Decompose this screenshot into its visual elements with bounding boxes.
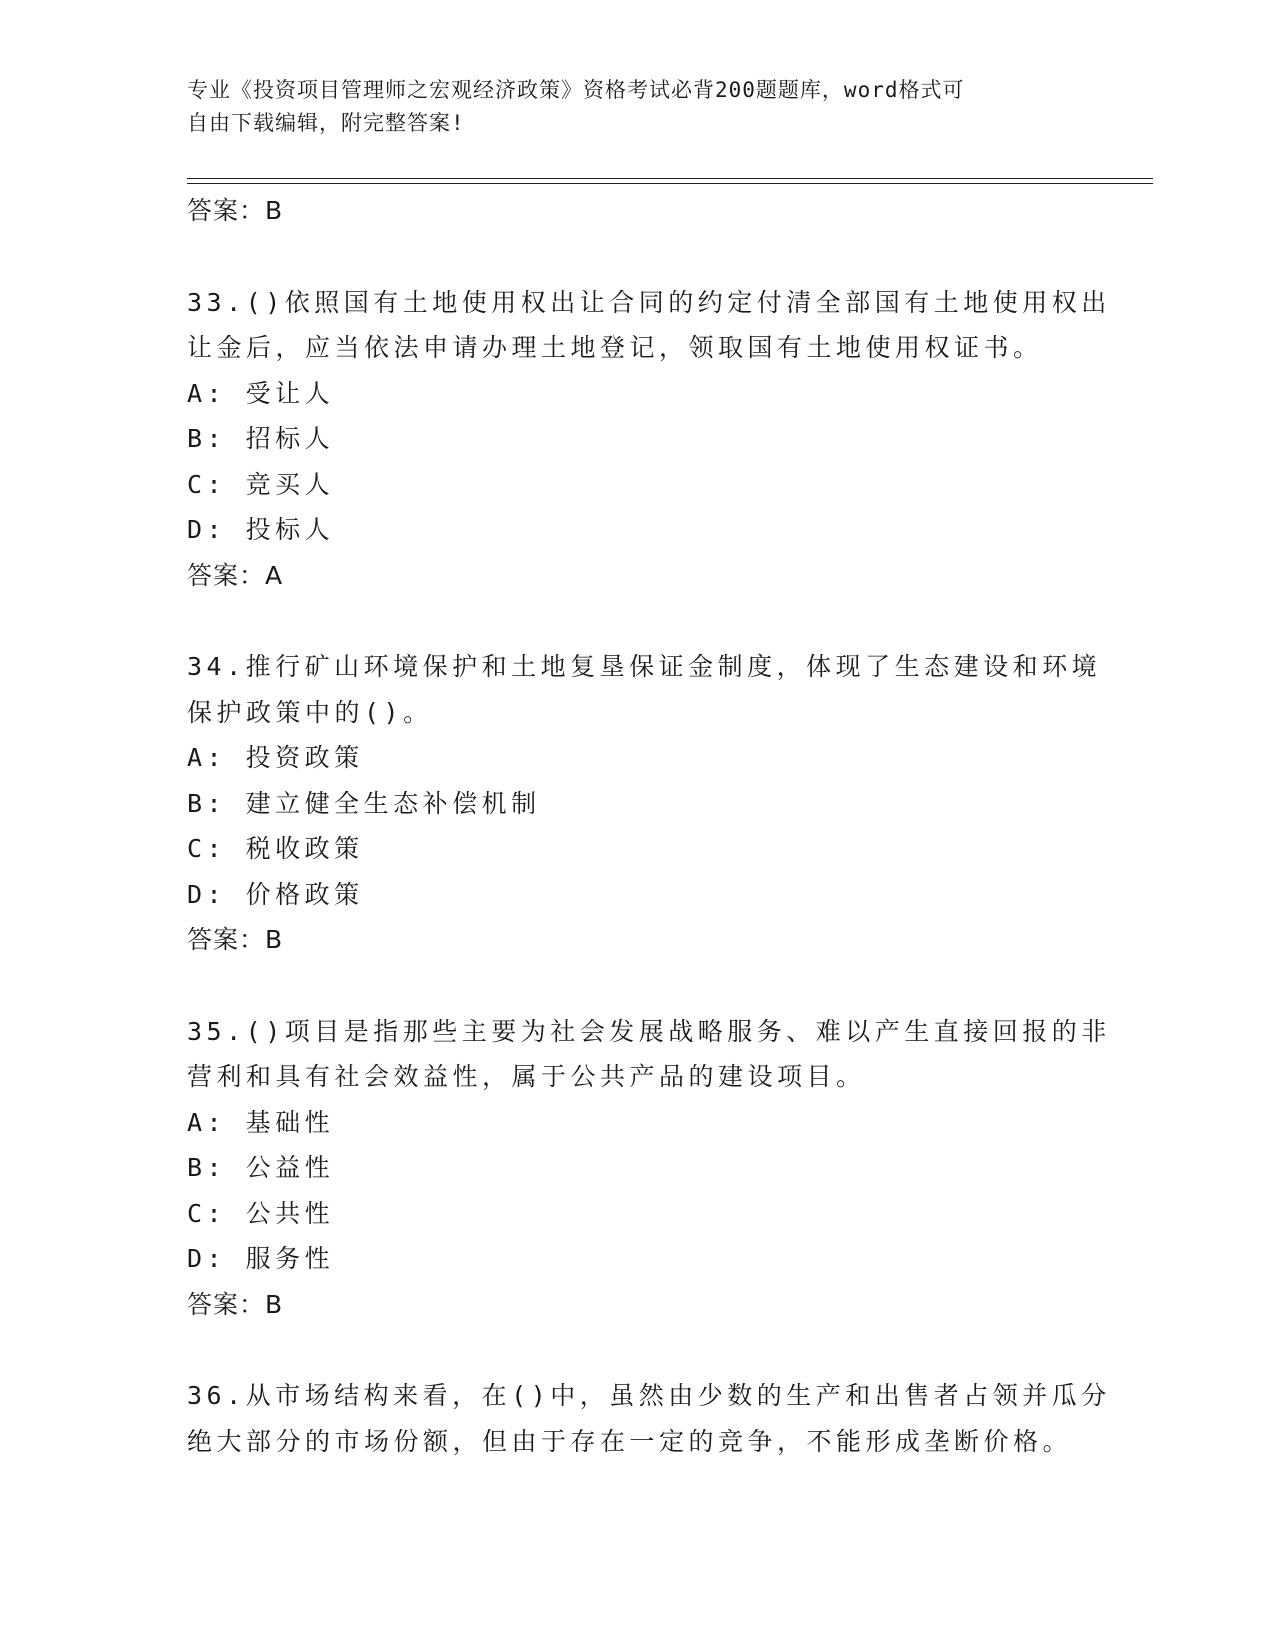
spacer: [187, 234, 1087, 280]
header-divider-bottom: [187, 183, 1153, 184]
header-line-2: 自由下载编辑，附完整答案!: [187, 111, 465, 135]
option-b: B: 招标人: [187, 424, 335, 453]
option-a: A: 基础性: [187, 1107, 335, 1137]
option-c: C: 税收政策: [187, 834, 364, 863]
question-stem-line: 34.推行矿山环境保护和土地复垦保证金制度，体现了生态建设和环境: [187, 652, 1102, 681]
option-a: A: 受让人: [187, 378, 335, 408]
spacer: [187, 1327, 1087, 1373]
question-stem-line: 绝大部分的市场份额，但由于存在一定的竞争，不能形成垄断价格。: [187, 1426, 1073, 1456]
question-33: [187, 280, 1111, 599]
question-34: [187, 644, 1102, 963]
answer: 答案：A: [187, 560, 284, 590]
spacer: [187, 598, 1087, 644]
question-35: [187, 1009, 1111, 1328]
option-d: D: 投标人: [187, 515, 335, 544]
question-stem-line: 营利和具有社会效益性，属于公共产品的建设项目。: [187, 1062, 866, 1091]
header-divider-top: [187, 178, 1153, 179]
option-c: C: 竞买人: [187, 469, 335, 499]
answer: 答案：B: [187, 925, 284, 954]
question-stem-line: 35.()项目是指那些主要为社会发展战略服务、难以产生直接回报的非: [187, 1016, 1111, 1046]
question-stem-line: 33.()依照国有土地使用权出让合同的约定付清全部国有土地使用权出: [187, 287, 1111, 317]
option-d: D: 价格政策: [187, 879, 364, 909]
header-line-1: 专业《投资项目管理师之宏观经济政策》资格考试必背200题题库，word格式可: [187, 78, 965, 102]
option-d: D: 服务性: [187, 1244, 335, 1273]
question-36: [187, 1373, 1111, 1464]
option-c: C: 公共性: [187, 1198, 335, 1228]
option-a: A: 投资政策: [187, 743, 364, 772]
question-stem-line: 让金后，应当依法申请办理土地登记，领取国有土地使用权证书。: [187, 333, 1043, 362]
previous-answer: 答案：B: [187, 196, 284, 225]
spacer: [187, 963, 1087, 1009]
question-list: [187, 188, 1111, 1464]
option-b: B: 公益性: [187, 1153, 335, 1182]
option-b: B: 建立健全生态补偿机制: [187, 788, 541, 818]
answer: 答案：B: [187, 1289, 284, 1319]
question-stem-line: 36.从市场结构来看，在()中，虽然由少数的生产和出售者占领并瓜分: [187, 1381, 1111, 1410]
question-stem-line: 保护政策中的()。: [187, 697, 433, 727]
document-header: [187, 74, 1067, 140]
